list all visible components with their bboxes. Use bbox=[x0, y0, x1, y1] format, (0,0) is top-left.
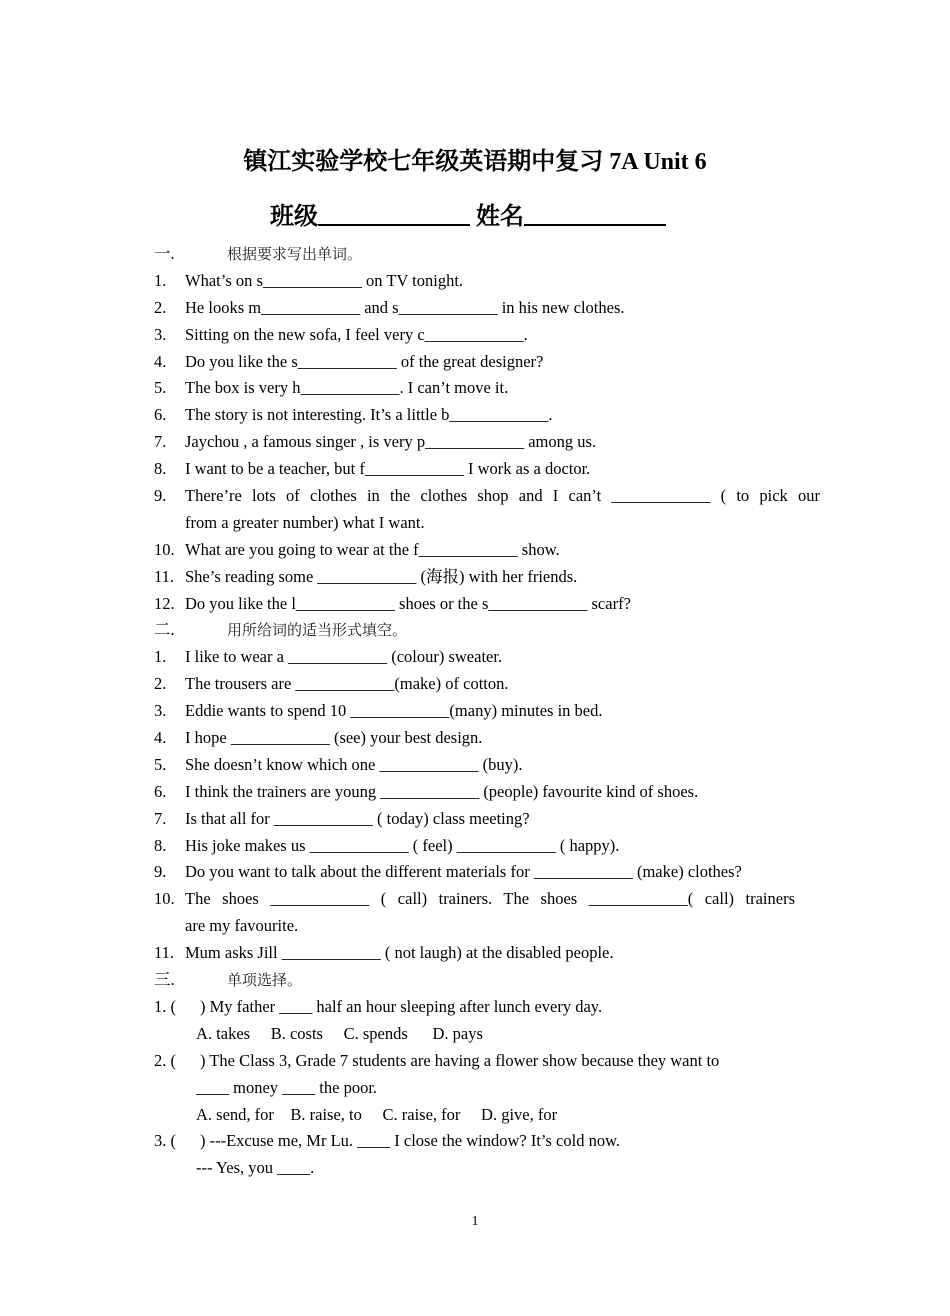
item-number: 2. bbox=[154, 297, 167, 317]
item-number: 5. bbox=[154, 378, 167, 398]
options-text: A. send, for B. raise, to C. raise, for D. give, for bbox=[196, 1104, 558, 1124]
student-info-line bbox=[270, 200, 666, 233]
item-text: ) The Class 3, Grade 7 students are having a flower show because they want to bbox=[200, 1050, 720, 1070]
item-number: 7. bbox=[154, 432, 167, 452]
item-text: from a greater number) what I want. bbox=[185, 512, 425, 532]
item-number: 11. bbox=[154, 566, 175, 586]
item-text: He looks m____________ and s____________ in his new clothes. bbox=[185, 297, 625, 317]
item-text: are my favourite. bbox=[185, 916, 299, 936]
item-number: 8. bbox=[154, 459, 167, 479]
item-text: She’s reading some ____________ (海报) with her friends. bbox=[185, 566, 578, 586]
page-title: 镇江实验学校七年级英语期中复习 7A Unit 6 bbox=[243, 149, 707, 175]
item-text: The shoes ____________ ( call) trainers. The shoes ____________( call) trainers bbox=[185, 889, 795, 909]
item-number: 6. bbox=[154, 781, 167, 801]
item-text: Eddie wants to spend 10 ____________(many) minutes in bed. bbox=[185, 701, 603, 721]
item-number: 11. bbox=[154, 943, 175, 963]
list-item bbox=[154, 322, 820, 349]
list-item bbox=[154, 886, 820, 913]
list-item bbox=[154, 644, 820, 671]
item-text: What’s on s____________ on TV tonight. bbox=[185, 270, 464, 290]
item-text: Is that all for ____________ ( today) class meeting? bbox=[185, 808, 530, 828]
list-item-continuation bbox=[154, 510, 820, 537]
section-marker: 二. bbox=[154, 620, 175, 640]
list-item bbox=[154, 940, 820, 967]
list-item bbox=[154, 591, 820, 618]
section-title: 用所给词的适当形式填空。 bbox=[227, 621, 408, 640]
answer-options bbox=[154, 1021, 820, 1048]
list-item bbox=[154, 295, 820, 322]
list-item-continuation bbox=[154, 1075, 820, 1102]
item-number: 4. bbox=[154, 728, 167, 748]
page-number: 1 bbox=[471, 1214, 479, 1229]
list-item-continuation bbox=[154, 1155, 820, 1182]
item-text: Mum asks Jill ____________ ( not laugh) at the disabled people. bbox=[185, 943, 614, 963]
class-label: 班级 bbox=[270, 204, 318, 230]
item-number: 3. bbox=[154, 324, 167, 344]
list-item bbox=[154, 349, 820, 376]
section-2-heading bbox=[154, 617, 820, 644]
options-text: A. takes B. costs C. spends D. pays bbox=[196, 1023, 483, 1043]
item-text: ) My father ____ half an hour sleeping after lunch every day. bbox=[200, 996, 603, 1016]
item-number: 10. bbox=[154, 889, 175, 909]
item-text: The story is not interesting. It’s a little b____________. bbox=[185, 405, 553, 425]
list-item bbox=[154, 671, 820, 698]
list-item bbox=[154, 429, 820, 456]
item-text: What are you going to wear at the f____________ show. bbox=[185, 539, 560, 559]
item-number: 1. bbox=[154, 270, 167, 290]
item-text: I like to wear a ____________ (colour) sweater. bbox=[185, 647, 503, 667]
name-label: 姓名 bbox=[476, 204, 524, 230]
exercise-content bbox=[154, 241, 820, 1182]
section-title: 根据要求写出单词。 bbox=[227, 245, 363, 263]
list-item bbox=[154, 698, 820, 725]
item-number: 3. ( bbox=[154, 1131, 176, 1151]
item-number: 1. ( bbox=[154, 996, 176, 1016]
item-number: 6. bbox=[154, 405, 167, 425]
list-item bbox=[154, 833, 820, 860]
item-text: I think the trainers are young ____________ (people) favourite kind of shoes. bbox=[185, 781, 699, 801]
list-item bbox=[154, 752, 820, 779]
question-item bbox=[154, 994, 820, 1021]
section-marker: 三. bbox=[154, 970, 175, 990]
list-item bbox=[154, 806, 820, 833]
item-text: I hope ____________ (see) your best design. bbox=[185, 728, 483, 748]
item-text: I want to be a teacher, but f____________ I work as a doctor. bbox=[185, 459, 591, 479]
item-text: ) ---Excuse me, Mr Lu. ____ I close the window? It’s cold now. bbox=[200, 1131, 621, 1151]
item-text: She doesn’t know which one ____________ (buy). bbox=[185, 754, 523, 774]
item-text: There’re lots of clothes in the clothes shop and I can’t ____________ ( to pick our bbox=[185, 486, 820, 506]
list-item bbox=[154, 375, 820, 402]
item-text: Do you like the s____________ of the great designer? bbox=[185, 351, 544, 371]
item-text: --- Yes, you ____. bbox=[196, 1158, 315, 1178]
item-text: The box is very h____________. I can’t move it. bbox=[185, 378, 509, 398]
class-blank bbox=[318, 200, 470, 226]
item-number: 3. bbox=[154, 701, 167, 721]
item-number: 4. bbox=[154, 351, 167, 371]
list-item bbox=[154, 483, 820, 510]
section-3-heading bbox=[154, 967, 820, 994]
item-number: 12. bbox=[154, 593, 175, 613]
item-text: His joke makes us ____________ ( feel) ____________ ( happy). bbox=[185, 835, 620, 855]
list-item bbox=[154, 859, 820, 886]
question-item bbox=[154, 1048, 820, 1075]
item-number: 8. bbox=[154, 835, 167, 855]
item-number: 9. bbox=[154, 486, 167, 506]
item-number: 10. bbox=[154, 539, 175, 559]
list-item bbox=[154, 402, 820, 429]
list-item bbox=[154, 725, 820, 752]
item-text: The trousers are ____________(make) of cotton. bbox=[185, 674, 509, 694]
list-item bbox=[154, 268, 820, 295]
list-item bbox=[154, 564, 820, 591]
answer-options bbox=[154, 1102, 820, 1129]
list-item bbox=[154, 456, 820, 483]
item-number: 2. ( bbox=[154, 1050, 176, 1070]
section-1-heading bbox=[154, 241, 820, 268]
item-number: 9. bbox=[154, 862, 167, 882]
question-item bbox=[154, 1128, 820, 1155]
list-item-continuation bbox=[154, 913, 820, 940]
item-text: Sitting on the new sofa, I feel very c____________. bbox=[185, 324, 528, 344]
item-number: 2. bbox=[154, 674, 167, 694]
item-number: 7. bbox=[154, 808, 167, 828]
item-number: 1. bbox=[154, 647, 167, 667]
item-text: ____ money ____ the poor. bbox=[196, 1077, 378, 1097]
item-text: Do you like the l____________ shoes or the s____________ scarf? bbox=[185, 593, 631, 613]
section-title: 单项选择。 bbox=[227, 971, 303, 990]
item-text: Do you want to talk about the different materials for ____________ (make) clothes? bbox=[185, 862, 742, 882]
item-text: Jaychou , a famous singer , is very p____________ among us. bbox=[185, 432, 597, 452]
name-blank bbox=[524, 200, 666, 226]
section-marker: 一. bbox=[154, 244, 175, 263]
list-item bbox=[154, 537, 820, 564]
list-item bbox=[154, 779, 820, 806]
item-number: 5. bbox=[154, 754, 167, 774]
